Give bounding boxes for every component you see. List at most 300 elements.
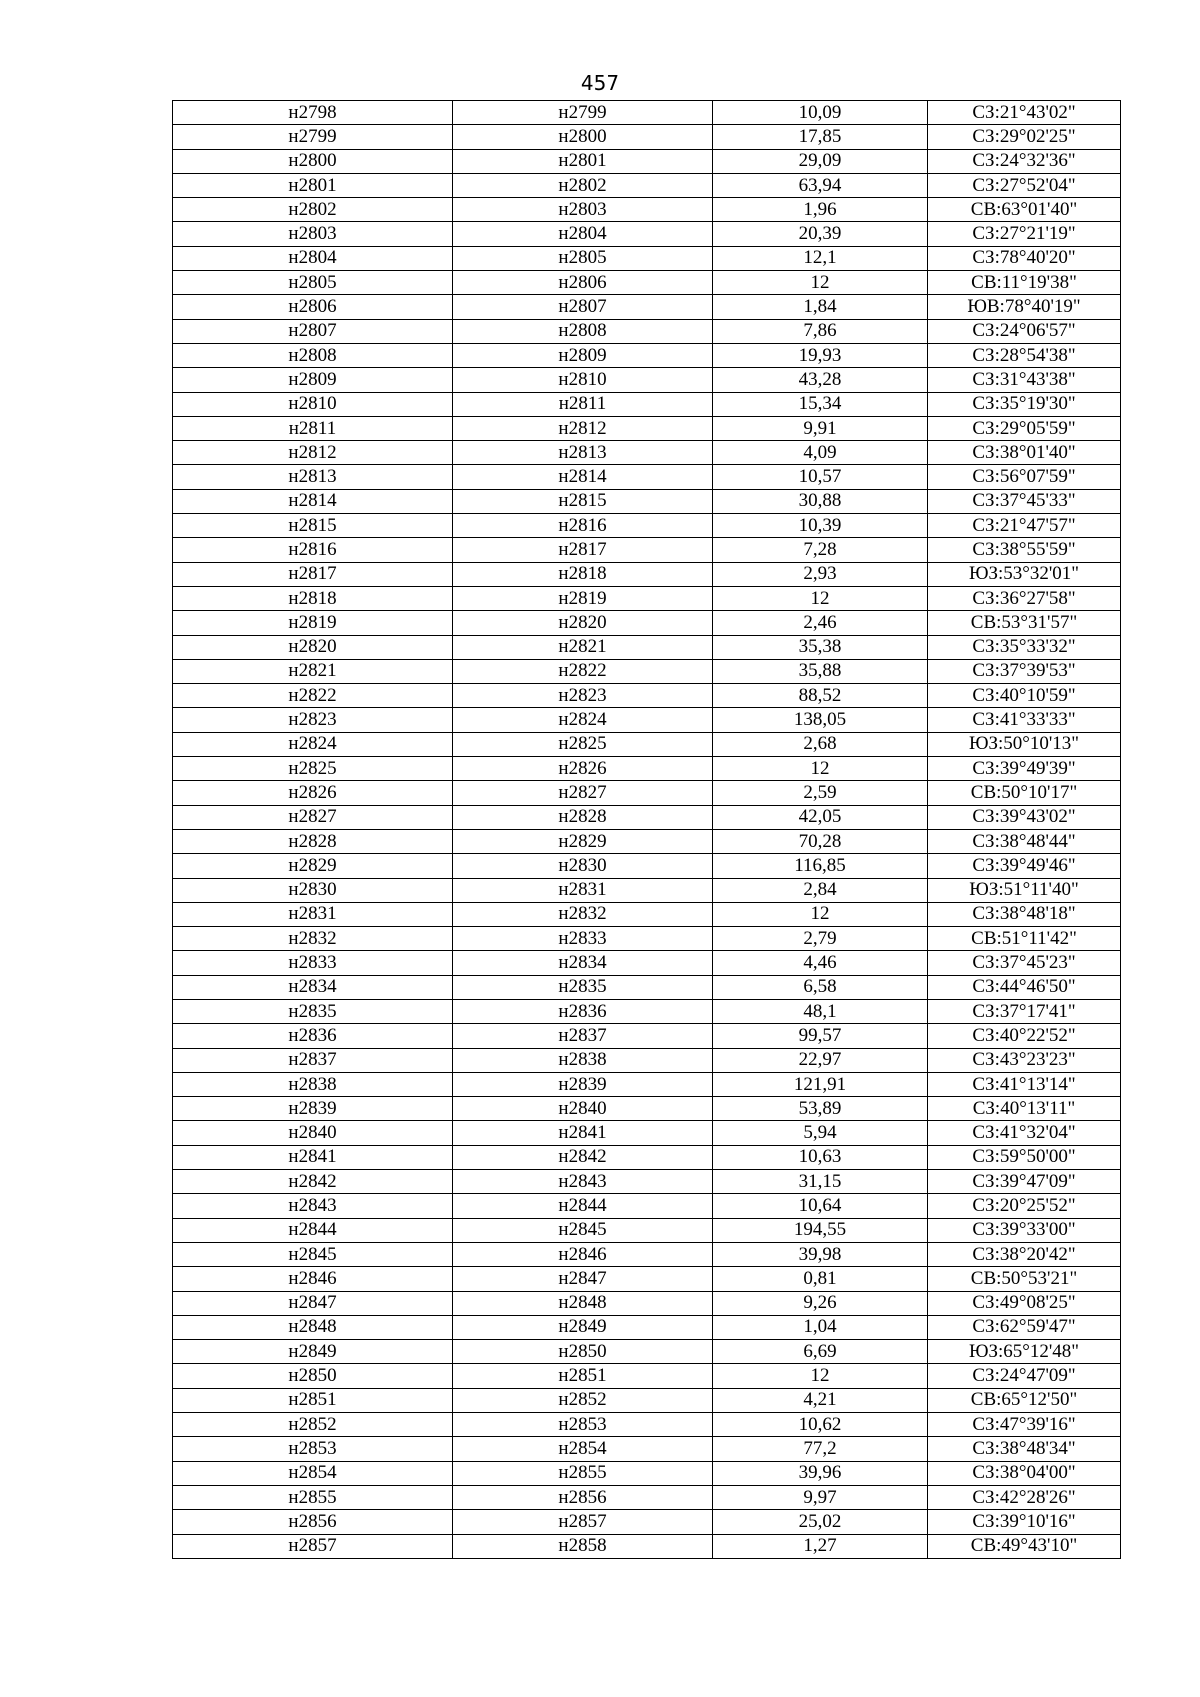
bearing-cell: СЗ:43°23'23" [928,1048,1121,1072]
to-point-cell: н2799 [453,101,713,125]
distance-cell: 116,85 [713,854,928,878]
table-row [173,1510,1121,1534]
distance-cell: 31,15 [713,1170,928,1194]
from-point-cell: н2821 [173,659,453,683]
table-row [173,1242,1121,1266]
from-point-cell: н2820 [173,635,453,659]
bearing-cell: ЮЗ:65°12'48" [928,1340,1121,1364]
bearing-cell: СЗ:59°50'00" [928,1145,1121,1169]
from-point-cell: н2817 [173,562,453,586]
table-row [173,246,1121,270]
distance-cell: 12 [713,586,928,610]
bearing-cell: ЮЗ:50°10'13" [928,732,1121,756]
to-point-cell: н2812 [453,416,713,440]
distance-cell: 77,2 [713,1437,928,1461]
from-point-cell: н2855 [173,1485,453,1509]
to-point-cell: н2835 [453,975,713,999]
bearing-cell: СЗ:21°43'02" [928,101,1121,125]
table-row [173,1194,1121,1218]
to-point-cell: н2804 [453,222,713,246]
distance-cell: 12,1 [713,246,928,270]
distance-cell: 4,09 [713,441,928,465]
bearing-cell: СЗ:35°19'30" [928,392,1121,416]
bearing-cell: СЗ:41°32'04" [928,1121,1121,1145]
bearing-cell: СЗ:24°06'57" [928,319,1121,343]
distance-cell: 22,97 [713,1048,928,1072]
table-row [173,489,1121,513]
bearing-cell: СВ:51°11'42" [928,927,1121,951]
table-row [173,611,1121,635]
from-point-cell: н2838 [173,1072,453,1096]
to-point-cell: н2828 [453,805,713,829]
to-point-cell: н2821 [453,635,713,659]
table-row [173,927,1121,951]
bearing-cell: СЗ:39°10'16" [928,1510,1121,1534]
table-row [173,295,1121,319]
to-point-cell: н2805 [453,246,713,270]
distance-cell: 138,05 [713,708,928,732]
table-row [173,514,1121,538]
table-row [173,392,1121,416]
from-point-cell: н2844 [173,1218,453,1242]
to-point-cell: н2817 [453,538,713,562]
to-point-cell: н2806 [453,271,713,295]
to-point-cell: н2819 [453,586,713,610]
table-row [173,635,1121,659]
bearing-cell: СЗ:47°39'16" [928,1413,1121,1437]
from-point-cell: н2809 [173,368,453,392]
to-point-cell: н2829 [453,829,713,853]
to-point-cell: н2842 [453,1145,713,1169]
table-row [173,1170,1121,1194]
bearing-cell: СЗ:24°47'09" [928,1364,1121,1388]
to-point-cell: н2807 [453,295,713,319]
from-point-cell: н2804 [173,246,453,270]
to-point-cell: н2834 [453,951,713,975]
distance-cell: 10,09 [713,101,928,125]
to-point-cell: н2811 [453,392,713,416]
bearing-cell: ЮЗ:51°11'40" [928,878,1121,902]
table-row [173,878,1121,902]
bearing-cell: СЗ:44°46'50" [928,975,1121,999]
distance-cell: 194,55 [713,1218,928,1242]
distance-cell: 7,86 [713,319,928,343]
bearing-cell: ЮЗ:53°32'01" [928,562,1121,586]
distance-cell: 42,05 [713,805,928,829]
bearing-cell: СЗ:39°47'09" [928,1170,1121,1194]
bearing-cell: СВ:53°31'57" [928,611,1121,635]
to-point-cell: н2803 [453,198,713,222]
distance-cell: 35,38 [713,635,928,659]
to-point-cell: н2857 [453,1510,713,1534]
bearing-cell: СЗ:39°49'46" [928,854,1121,878]
from-point-cell: н2834 [173,975,453,999]
from-point-cell: н2807 [173,319,453,343]
from-point-cell: н2806 [173,295,453,319]
bearing-cell: СЗ:31°43'38" [928,368,1121,392]
table-row [173,1534,1121,1558]
distance-cell: 9,26 [713,1291,928,1315]
bearing-cell: СВ:63°01'40" [928,198,1121,222]
table-row [173,684,1121,708]
to-point-cell: н2825 [453,732,713,756]
table-row [173,441,1121,465]
bearing-cell: СЗ:40°13'11" [928,1097,1121,1121]
distance-cell: 121,91 [713,1072,928,1096]
bearing-cell: СЗ:41°13'14" [928,1072,1121,1096]
from-point-cell: н2854 [173,1461,453,1485]
from-point-cell: н2850 [173,1364,453,1388]
to-point-cell: н2855 [453,1461,713,1485]
distance-cell: 1,27 [713,1534,928,1558]
from-point-cell: н2808 [173,343,453,367]
from-point-cell: н2810 [173,392,453,416]
table-row [173,1315,1121,1339]
to-point-cell: н2813 [453,441,713,465]
to-point-cell: н2833 [453,927,713,951]
table-row [173,1218,1121,1242]
bearing-cell: СЗ:27°52'04" [928,173,1121,197]
from-point-cell: н2843 [173,1194,453,1218]
from-point-cell: н2846 [173,1267,453,1291]
to-point-cell: н2830 [453,854,713,878]
distance-cell: 10,64 [713,1194,928,1218]
distance-cell: 12 [713,902,928,926]
to-point-cell: н2844 [453,1194,713,1218]
bearing-cell: СЗ:29°02'25" [928,125,1121,149]
bearing-cell: СЗ:29°05'59" [928,416,1121,440]
table-row [173,708,1121,732]
table-row [173,271,1121,295]
to-point-cell: н2854 [453,1437,713,1461]
from-point-cell: н2851 [173,1388,453,1412]
distance-cell: 2,68 [713,732,928,756]
to-point-cell: н2826 [453,757,713,781]
distance-cell: 20,39 [713,222,928,246]
from-point-cell: н2815 [173,514,453,538]
bearing-cell: СЗ:36°27'58" [928,586,1121,610]
distance-cell: 9,97 [713,1485,928,1509]
bearing-cell: СЗ:40°22'52" [928,1024,1121,1048]
bearing-cell: СЗ:42°28'26" [928,1485,1121,1509]
bearing-cell: СЗ:38°48'44" [928,829,1121,853]
bearing-cell: СЗ:28°54'38" [928,343,1121,367]
distance-cell: 5,94 [713,1121,928,1145]
to-point-cell: н2840 [453,1097,713,1121]
table-row [173,1437,1121,1461]
to-point-cell: н2853 [453,1413,713,1437]
bearing-cell: СЗ:56°07'59" [928,465,1121,489]
bearing-cell: СЗ:49°08'25" [928,1291,1121,1315]
from-point-cell: н2822 [173,684,453,708]
to-point-cell: н2802 [453,173,713,197]
from-point-cell: н2805 [173,271,453,295]
distance-cell: 2,59 [713,781,928,805]
from-point-cell: н2830 [173,878,453,902]
distance-cell: 63,94 [713,173,928,197]
to-point-cell: н2841 [453,1121,713,1145]
distance-cell: 53,89 [713,1097,928,1121]
bearing-cell: СЗ:20°25'52" [928,1194,1121,1218]
to-point-cell: н2809 [453,343,713,367]
from-point-cell: н2799 [173,125,453,149]
distance-cell: 15,34 [713,392,928,416]
distance-cell: 6,69 [713,1340,928,1364]
boundary-points-table [172,100,1121,1559]
from-point-cell: н2824 [173,732,453,756]
from-point-cell: н2857 [173,1534,453,1558]
table-row [173,101,1121,125]
table-row [173,1267,1121,1291]
from-point-cell: н2831 [173,902,453,926]
distance-cell: 35,88 [713,659,928,683]
distance-cell: 12 [713,271,928,295]
table-row [173,975,1121,999]
table-row [173,1097,1121,1121]
bearing-cell: СЗ:21°47'57" [928,514,1121,538]
from-point-cell: н2798 [173,101,453,125]
from-point-cell: н2835 [173,999,453,1023]
bearing-cell: СЗ:38°48'18" [928,902,1121,926]
to-point-cell: н2816 [453,514,713,538]
table-row [173,902,1121,926]
to-point-cell: н2847 [453,1267,713,1291]
distance-cell: 10,57 [713,465,928,489]
distance-cell: 2,93 [713,562,928,586]
from-point-cell: н2841 [173,1145,453,1169]
table-row [173,1461,1121,1485]
table-row [173,1485,1121,1509]
bearing-cell: СЗ:37°39'53" [928,659,1121,683]
bearing-cell: СВ:11°19'38" [928,271,1121,295]
bearing-cell: СЗ:27°21'19" [928,222,1121,246]
table-row [173,1145,1121,1169]
distance-cell: 12 [713,757,928,781]
to-point-cell: н2822 [453,659,713,683]
bearing-cell: СЗ:38°20'42" [928,1242,1121,1266]
distance-cell: 39,98 [713,1242,928,1266]
table-row [173,1413,1121,1437]
distance-cell: 9,91 [713,416,928,440]
to-point-cell: н2843 [453,1170,713,1194]
bearing-cell: СЗ:37°45'33" [928,489,1121,513]
table-row [173,562,1121,586]
bearing-cell: СЗ:62°59'47" [928,1315,1121,1339]
from-point-cell: н2803 [173,222,453,246]
from-point-cell: н2811 [173,416,453,440]
from-point-cell: н2828 [173,829,453,853]
table-row [173,173,1121,197]
distance-cell: 1,96 [713,198,928,222]
table-row [173,1388,1121,1412]
table-row [173,659,1121,683]
from-point-cell: н2812 [173,441,453,465]
table-row [173,416,1121,440]
bearing-cell: СЗ:37°45'23" [928,951,1121,975]
from-point-cell: н2802 [173,198,453,222]
table-body [173,101,1121,1559]
distance-cell: 19,93 [713,343,928,367]
table-row [173,1048,1121,1072]
from-point-cell: н2801 [173,173,453,197]
from-point-cell: н2818 [173,586,453,610]
distance-cell: 70,28 [713,829,928,853]
distance-cell: 4,21 [713,1388,928,1412]
distance-cell: 10,62 [713,1413,928,1437]
table-row [173,465,1121,489]
to-point-cell: н2836 [453,999,713,1023]
to-point-cell: н2827 [453,781,713,805]
to-point-cell: н2824 [453,708,713,732]
bearing-cell: СЗ:35°33'32" [928,635,1121,659]
bearing-cell: СЗ:37°17'41" [928,999,1121,1023]
table-row [173,319,1121,343]
bearing-cell: СЗ:24°32'36" [928,149,1121,173]
from-point-cell: н2833 [173,951,453,975]
to-point-cell: н2852 [453,1388,713,1412]
from-point-cell: н2832 [173,927,453,951]
to-point-cell: н2858 [453,1534,713,1558]
from-point-cell: н2813 [173,465,453,489]
to-point-cell: н2815 [453,489,713,513]
to-point-cell: н2846 [453,1242,713,1266]
table-row [173,1364,1121,1388]
bearing-cell: СВ:50°53'21" [928,1267,1121,1291]
bearing-cell: СЗ:38°04'00" [928,1461,1121,1485]
bearing-cell: СЗ:39°33'00" [928,1218,1121,1242]
distance-cell: 6,58 [713,975,928,999]
table-row [173,222,1121,246]
table-row [173,125,1121,149]
table-row [173,805,1121,829]
table-row [173,951,1121,975]
distance-cell: 2,79 [713,927,928,951]
bearing-cell: СВ:65°12'50" [928,1388,1121,1412]
from-point-cell: н2836 [173,1024,453,1048]
from-point-cell: н2814 [173,489,453,513]
from-point-cell: н2800 [173,149,453,173]
table-row [173,854,1121,878]
bearing-cell: СЗ:38°55'59" [928,538,1121,562]
table-row [173,1291,1121,1315]
to-point-cell: н2808 [453,319,713,343]
from-point-cell: н2823 [173,708,453,732]
page-number: 457 [580,71,620,95]
from-point-cell: н2852 [173,1413,453,1437]
distance-cell: 1,84 [713,295,928,319]
table-row [173,1072,1121,1096]
distance-cell: 30,88 [713,489,928,513]
distance-cell: 2,84 [713,878,928,902]
distance-cell: 12 [713,1364,928,1388]
to-point-cell: н2801 [453,149,713,173]
distance-cell: 1,04 [713,1315,928,1339]
distance-cell: 48,1 [713,999,928,1023]
from-point-cell: н2842 [173,1170,453,1194]
to-point-cell: н2810 [453,368,713,392]
to-point-cell: н2838 [453,1048,713,1072]
bearing-cell: СВ:49°43'10" [928,1534,1121,1558]
from-point-cell: н2848 [173,1315,453,1339]
table-row [173,1121,1121,1145]
table-row [173,732,1121,756]
distance-cell: 10,63 [713,1145,928,1169]
to-point-cell: н2848 [453,1291,713,1315]
table-row [173,586,1121,610]
distance-cell: 0,81 [713,1267,928,1291]
from-point-cell: н2839 [173,1097,453,1121]
distance-cell: 99,57 [713,1024,928,1048]
table-row [173,343,1121,367]
from-point-cell: н2849 [173,1340,453,1364]
from-point-cell: н2826 [173,781,453,805]
to-point-cell: н2856 [453,1485,713,1509]
distance-cell: 25,02 [713,1510,928,1534]
table-row [173,368,1121,392]
from-point-cell: н2847 [173,1291,453,1315]
bearing-cell: СЗ:38°01'40" [928,441,1121,465]
from-point-cell: н2837 [173,1048,453,1072]
to-point-cell: н2839 [453,1072,713,1096]
distance-cell: 39,96 [713,1461,928,1485]
bearing-cell: СЗ:41°33'33" [928,708,1121,732]
distance-cell: 4,46 [713,951,928,975]
to-point-cell: н2823 [453,684,713,708]
distance-cell: 10,39 [713,514,928,538]
bearing-cell: СЗ:39°49'39" [928,757,1121,781]
distance-cell: 29,09 [713,149,928,173]
from-point-cell: н2829 [173,854,453,878]
table-row [173,999,1121,1023]
to-point-cell: н2845 [453,1218,713,1242]
distance-cell: 43,28 [713,368,928,392]
distance-cell: 88,52 [713,684,928,708]
table-row [173,538,1121,562]
table-row [173,198,1121,222]
table-row [173,757,1121,781]
to-point-cell: н2850 [453,1340,713,1364]
to-point-cell: н2831 [453,878,713,902]
table-row [173,1340,1121,1364]
from-point-cell: н2853 [173,1437,453,1461]
table-row [173,149,1121,173]
from-point-cell: н2856 [173,1510,453,1534]
distance-cell: 17,85 [713,125,928,149]
to-point-cell: н2818 [453,562,713,586]
distance-cell: 2,46 [713,611,928,635]
from-point-cell: н2827 [173,805,453,829]
table-row [173,1024,1121,1048]
from-point-cell: н2845 [173,1242,453,1266]
bearing-cell: СЗ:38°48'34" [928,1437,1121,1461]
bearing-cell: СЗ:40°10'59" [928,684,1121,708]
to-point-cell: н2820 [453,611,713,635]
from-point-cell: н2825 [173,757,453,781]
from-point-cell: н2816 [173,538,453,562]
bearing-cell: ЮВ:78°40'19" [928,295,1121,319]
to-point-cell: н2837 [453,1024,713,1048]
to-point-cell: н2851 [453,1364,713,1388]
bearing-cell: СВ:50°10'17" [928,781,1121,805]
to-point-cell: н2849 [453,1315,713,1339]
to-point-cell: н2832 [453,902,713,926]
bearing-cell: СЗ:39°43'02" [928,805,1121,829]
from-point-cell: н2840 [173,1121,453,1145]
to-point-cell: н2814 [453,465,713,489]
table-row [173,829,1121,853]
to-point-cell: н2800 [453,125,713,149]
table-row [173,781,1121,805]
